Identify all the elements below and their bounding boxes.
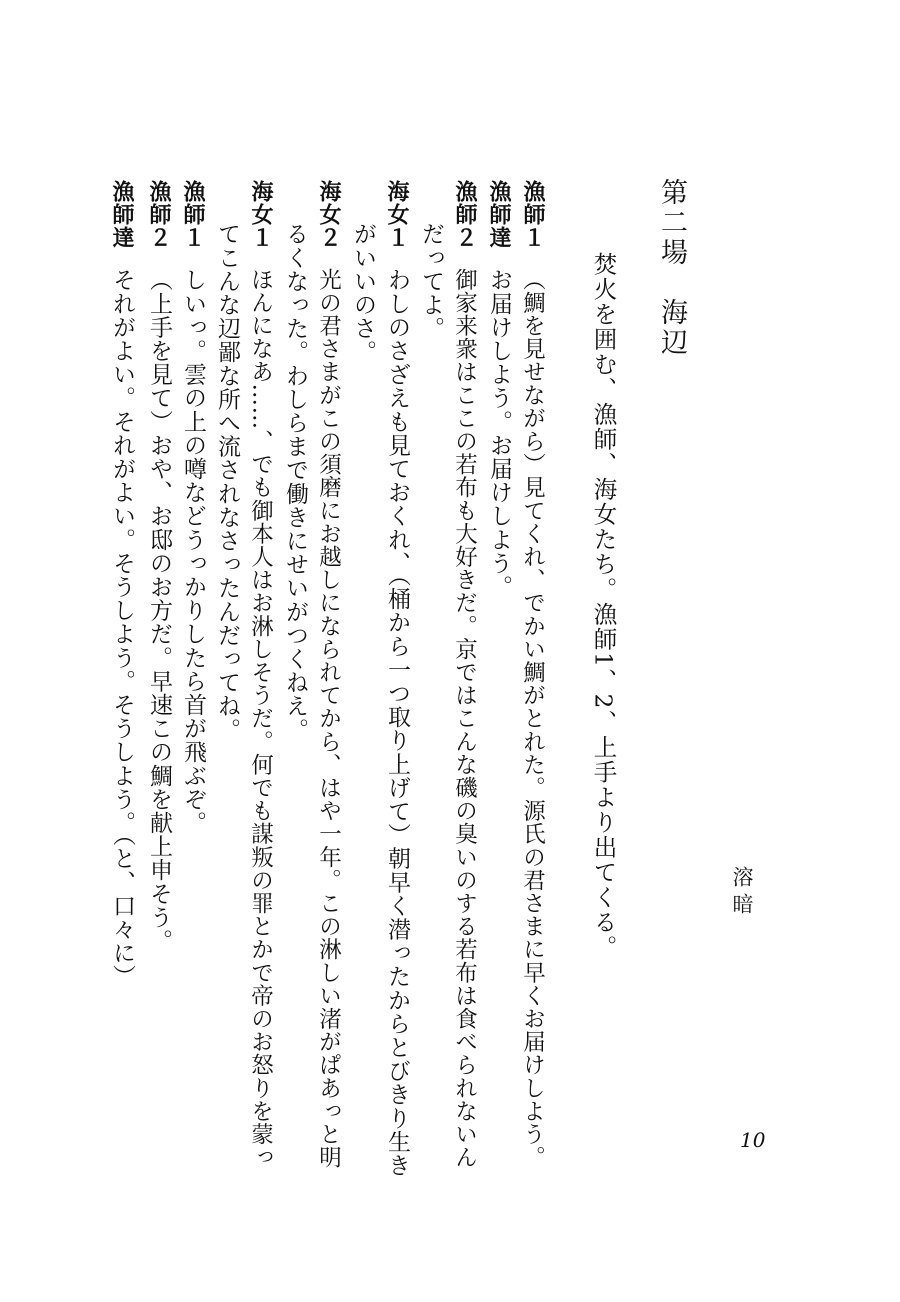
speaker-label: 漁師２ <box>146 180 171 249</box>
stage-direction: 焚火を囲む、漁師、海女たち。漁師1、2、上手より出てくる。 <box>589 252 618 960</box>
speaker-label: 漁師達 <box>486 180 511 249</box>
dialogue-line: るくなった。わしらまで働きにせいがつくねえ。 <box>282 222 308 742</box>
dialogue-line: お届けしよう。お届けしよう。 <box>486 268 512 599</box>
dialogue-line: わしのさざえも見ておくれ、（桶から一つ取り上げて）朝早く潜ったからとびきり生き <box>384 268 410 1177</box>
speaker-label: 漁師２ <box>452 180 477 249</box>
speaker-label: 漁師１ <box>520 180 545 249</box>
dialogue-line: 光の君さまがこの須磨にお越しになられてから、はや一年。この淋しい渚がぱあっと明 <box>315 268 342 1169</box>
dialogue-line: （鯛を見せながら）見てくれ、でかい鯛がとれた。源氏の君さまに早くお届けしよう。 <box>519 268 546 1169</box>
dialogue-line: 御家来衆はここの若布も大好きだ。京ではこんな磯の臭いのする若布は食べられないん <box>451 268 478 1169</box>
speaker-label: 海女１ <box>248 180 273 249</box>
speaker-label: 海女２ <box>316 180 341 249</box>
fade-direction: 溶暗 <box>730 866 754 920</box>
dialogue-line: ほんになあ……、でも御本人はお淋しそうだ。何でも謀叛の罪とかで帝のお怒りを蒙っ <box>247 268 274 1169</box>
speaker-label: 海女１ <box>384 180 409 249</box>
dialogue-line: だってよ。 <box>418 222 444 340</box>
speaker-label: 漁師１ <box>180 180 205 249</box>
dialogue-line: しいっ。雲の上の噂などうっかりしたら首が飛ぶぞ。 <box>180 268 206 835</box>
dialogue-line: てこんな辺鄙な所へ流されなさったんだってね。 <box>214 222 240 742</box>
scene-title: 第二場 海辺 <box>656 178 687 358</box>
dialogue-line: （上手を見て）おや、お邸のお方だ。早速この鯛を献上申そう。 <box>146 268 172 953</box>
dialogue-line: がいいのさ。 <box>350 222 376 364</box>
dialogue-line: それがよい。それがよい。そうしよう。そうしよう。（と、口々に） <box>109 268 135 989</box>
speaker-label: 漁師達 <box>109 180 134 249</box>
page-number: 10 <box>740 1128 766 1152</box>
